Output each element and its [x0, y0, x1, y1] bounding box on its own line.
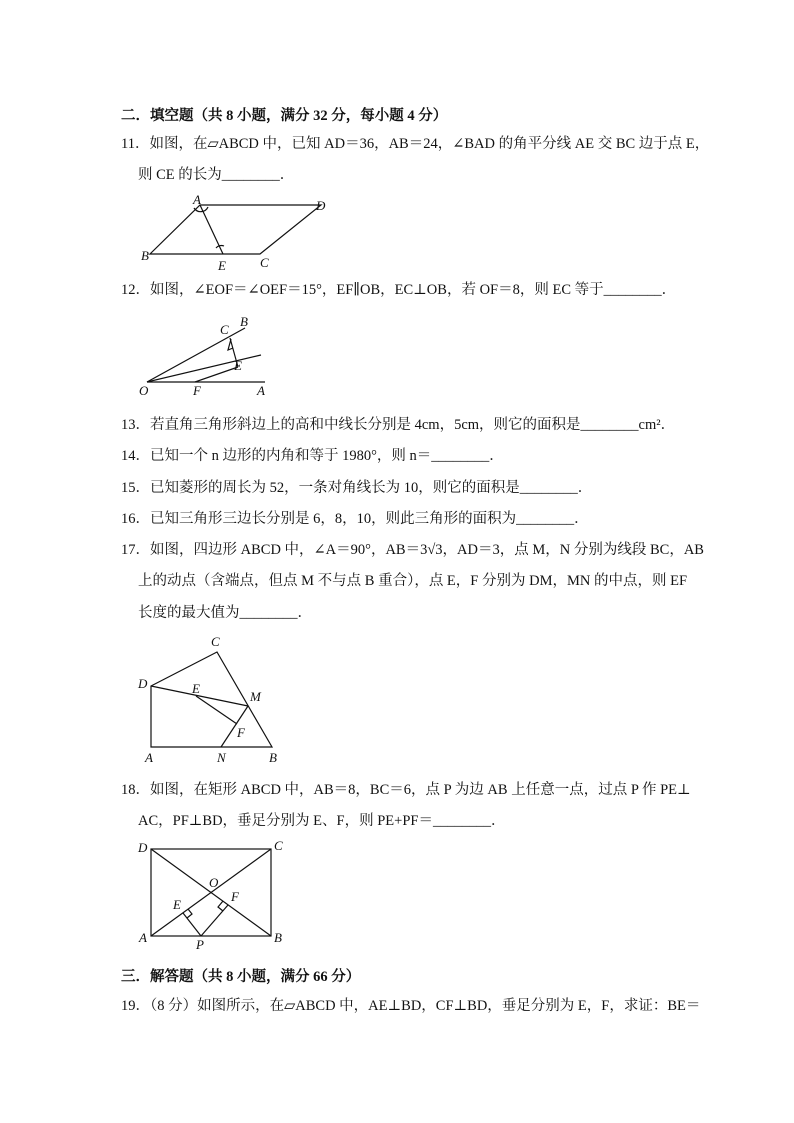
- section-3-heading: 三．解答题（共 8 小题，满分 66 分）: [121, 969, 361, 985]
- q12-label-o: O: [139, 383, 149, 398]
- figure-q11-parallelogram: [138, 192, 338, 272]
- q17-label-e: E: [192, 681, 200, 696]
- q12-label-e: E: [234, 358, 242, 373]
- q11-label-c: C: [260, 255, 269, 270]
- q18-label-c: C: [274, 838, 283, 853]
- question-15-line-1: 15．已知菱形的周长为 52，一条对角线长为 10，则它的面积是________．: [121, 480, 593, 496]
- question-17-line-1: 17．如图，四边形 ABCD 中，∠A＝90°，AB＝3√3，AD＝3，点 M，N 分别为线段 BC，AB: [121, 542, 704, 558]
- q17-label-n: N: [217, 750, 226, 765]
- question-11-line-2: 则 CE 的长为________．: [138, 167, 295, 183]
- question-17-line-3: 长度的最大值为________．: [138, 605, 312, 621]
- question-16-line-1: 16．已知三角形三边长分别是 6，8，10，则此三角形的面积为________．: [121, 511, 589, 527]
- figure-q17-quadrilateral: [135, 630, 285, 766]
- q11-label-a: A: [193, 192, 201, 207]
- section-2-heading: 二．填空题（共 8 小题，满分 32 分，每小题 4 分）: [121, 108, 448, 124]
- q18-label-a: A: [139, 930, 147, 945]
- q17-label-b: B: [269, 750, 277, 765]
- question-12-line-1: 12．如图，∠EOF＝∠OEF＝15°，EF∥OB，EC⊥OB，若 OF＝8，则 EC 等于________．: [121, 282, 677, 298]
- q18-label-d: D: [138, 840, 148, 855]
- figure-q12-angle: [135, 312, 270, 398]
- question-18-line-2: AC，PF⊥BD，垂足分别为 E、F，则 PE+PF＝________．: [138, 813, 506, 829]
- q18-label-p: P: [196, 937, 204, 952]
- q11-label-b: B: [141, 248, 149, 263]
- q17-label-a: A: [145, 750, 153, 765]
- q17-label-f: F: [237, 725, 245, 740]
- q17-label-c: C: [211, 634, 220, 649]
- q12-label-c: C: [220, 322, 229, 337]
- q11-label-d: D: [316, 198, 326, 213]
- q17-label-m: M: [250, 689, 261, 704]
- question-17-line-2: 上的动点（含端点，但点 M 不与点 B 重合），点 E，F 分别为 DM，MN 的中点，则 EF: [138, 573, 688, 589]
- q18-label-f: F: [231, 889, 239, 904]
- q18-label-b: B: [274, 930, 282, 945]
- question-14-line-1: 14．已知一个 n 边形的内角和等于 1980°，则 n＝________．: [121, 448, 504, 464]
- question-19-line-1: 19．（8 分）如图所示，在▱ABCD 中，AE⊥BD，CF⊥BD，垂足分别为 E，F，求证：BE＝: [121, 998, 701, 1014]
- q12-label-f: F: [193, 383, 201, 398]
- q12-label-a: A: [257, 383, 265, 398]
- q17-label-d: D: [138, 676, 148, 691]
- q11-label-e: E: [218, 258, 226, 272]
- question-18-line-1: 18．如图，在矩形 ABCD 中，AB＝8，BC＝6，点 P 为边 AB 上任意一点，过点 P 作 PE⊥: [121, 782, 691, 798]
- question-11-line-1: 11．如图，在▱ABCD 中，已知 AD＝36，AB＝24，∠BAD 的角平分线 AE 交 BC 边于点 E，: [121, 136, 710, 152]
- q12-label-b: B: [240, 314, 248, 329]
- question-13-line-1: 13．若直角三角形斜边上的高和中线长分别是 4cm，5cm，则它的面积是________cm²．: [121, 417, 676, 433]
- q18-label-e: E: [173, 897, 181, 912]
- figure-q18-rectangle: [135, 836, 290, 952]
- q18-label-o: O: [209, 875, 219, 890]
